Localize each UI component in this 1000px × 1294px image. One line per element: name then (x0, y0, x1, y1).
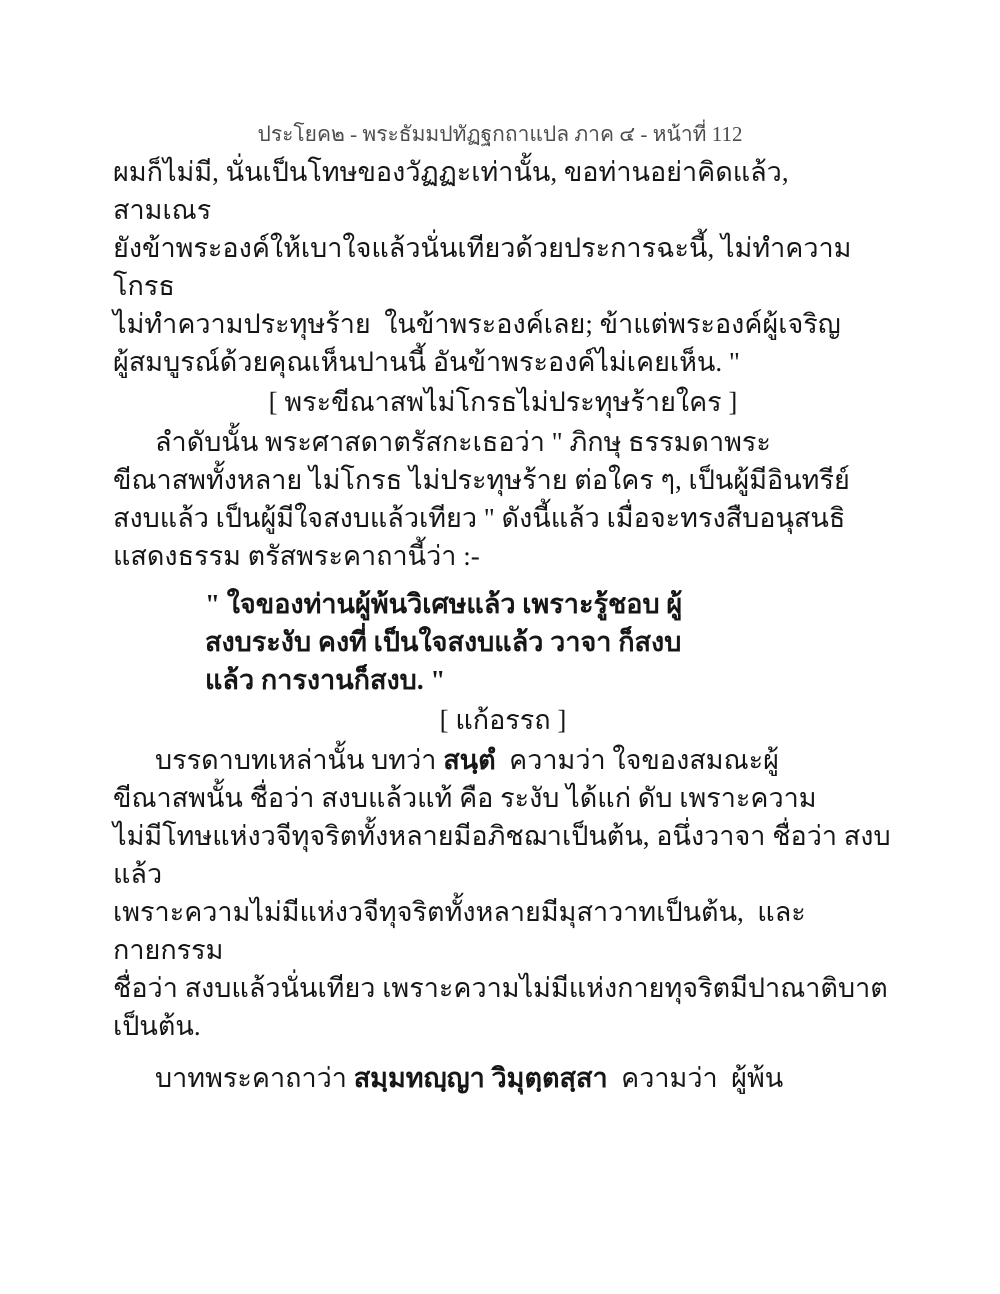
paragraph (113, 423, 893, 575)
document-body (113, 153, 893, 1097)
paragraph (113, 741, 893, 1045)
text-run: ความว่า ใจของสมณะผู้ (495, 745, 779, 775)
text-run: ยังข้าพระองค์ให้เบาใจแล้วนั่นเทียวด้วยประการฉะนี้, ไม่ทำความโกรธ (113, 233, 852, 301)
text-line (113, 817, 893, 893)
text-line (113, 1059, 893, 1097)
text-run: ผมก็ไม่มี, นั่นเป็นโทษของวัฏฏะเท่านั้น, ขอท่านอย่าคิดแล้ว, สามเณร (113, 157, 796, 225)
page-header: ประโยค๒ - พระธัมมปทัฏฐกถาแปล ภาค ๔ - หน้าที่ 112 (257, 122, 743, 146)
text-run: " ใจของท่านผู้พ้นวิเศษแล้ว เพราะรู้ชอบ ผู้ (205, 589, 683, 619)
text-line (113, 701, 893, 739)
text-line (205, 661, 893, 699)
text-run: ไม่มีโทษแห่งวจีทุจริตทั้งหลายมีอภิชฌาเป็นต้น, อนึ่งวาจา ชื่อว่า สงบแล้ว (113, 821, 891, 889)
text-run: สงบแล้ว เป็นผู้มีใจสงบแล้วเทียว " ดังนี้แล้ว เมื่อจะทรงสืบอนุสนธิ (113, 503, 846, 533)
text-line (113, 229, 893, 305)
paragraph (113, 153, 893, 381)
text-line (113, 537, 893, 575)
text-run: [ พระขีณาสพไม่โกรธไม่ประทุษร้ายใคร ] (268, 387, 738, 417)
text-line (205, 623, 893, 661)
text-run: ไม่ทำความประทุษร้าย ในข้าพระองค์เลย; ข้าแต่พระองค์ผู้เจริญ (113, 309, 841, 339)
text-run: ผู้สมบูรณ์ด้วยคุณเห็นปานนี้ อันข้าพระองค์ไม่เคยเห็น. " (113, 347, 740, 377)
text-run: ขีณาสพทั้งหลาย ไม่โกรธ ไม่ประทุษร้าย ต่อใคร ๆ, เป็นผู้มีอินทรีย์ (113, 465, 850, 495)
text-run: ขีณาสพนั้น ชื่อว่า สงบแล้วแท้ คือ ระงับ ได้แก่ ดับ เพราะความ (113, 783, 817, 813)
text-run: ชื่อว่า สงบแล้วนั่นเทียว เพราะความไม่มีแห่งกายทุจริตมีปาณาติบาต (113, 973, 888, 1003)
text-line (113, 499, 893, 537)
text-line (113, 969, 893, 1007)
paragraph (113, 1059, 893, 1097)
text-line (113, 423, 893, 461)
text-run: [ แก้อรรถ ] (439, 705, 567, 735)
text-line (113, 893, 893, 969)
text-run: ลำดับนั้น พระศาสดาตรัสกะเธอว่า " ภิกษุ ธรรมดาพระ (155, 427, 771, 457)
text-line (113, 305, 893, 343)
text-line (113, 779, 893, 817)
text-run: แสดงธรรม ตรัสพระคาถานี้ว่า :- (113, 541, 480, 571)
text-line (113, 383, 893, 421)
text-line (205, 585, 893, 623)
text-run: เป็นต้น. (113, 1011, 201, 1041)
section-heading (113, 701, 893, 739)
text-line (113, 741, 893, 779)
text-run: ความว่า ผู้พ้น (607, 1063, 784, 1093)
text-line (113, 461, 893, 499)
text-run: บรรดาบทเหล่านั้น บทว่า (155, 745, 444, 775)
pali-term: สนฺตํ (443, 745, 496, 775)
text-line (113, 1007, 893, 1045)
text-run: บาทพระคาถาว่า (155, 1063, 354, 1093)
text-run: เพราะความไม่มีแห่งวจีทุจริตทั้งหลายมีมุสาวาทเป็นต้น, และกายกรรม (113, 897, 806, 965)
text-run: สงบระงับ คงที่ เป็นใจสงบแล้ว วาจา ก็สงบ (205, 627, 682, 657)
pali-term: สมฺมทญฺญา วิมุตฺตสฺสา (353, 1063, 608, 1093)
verse-block (113, 585, 893, 699)
section-heading (113, 383, 893, 421)
text-run: แล้ว การงานก็สงบ. " (205, 665, 446, 695)
text-line (113, 153, 893, 229)
text-line (113, 343, 893, 381)
